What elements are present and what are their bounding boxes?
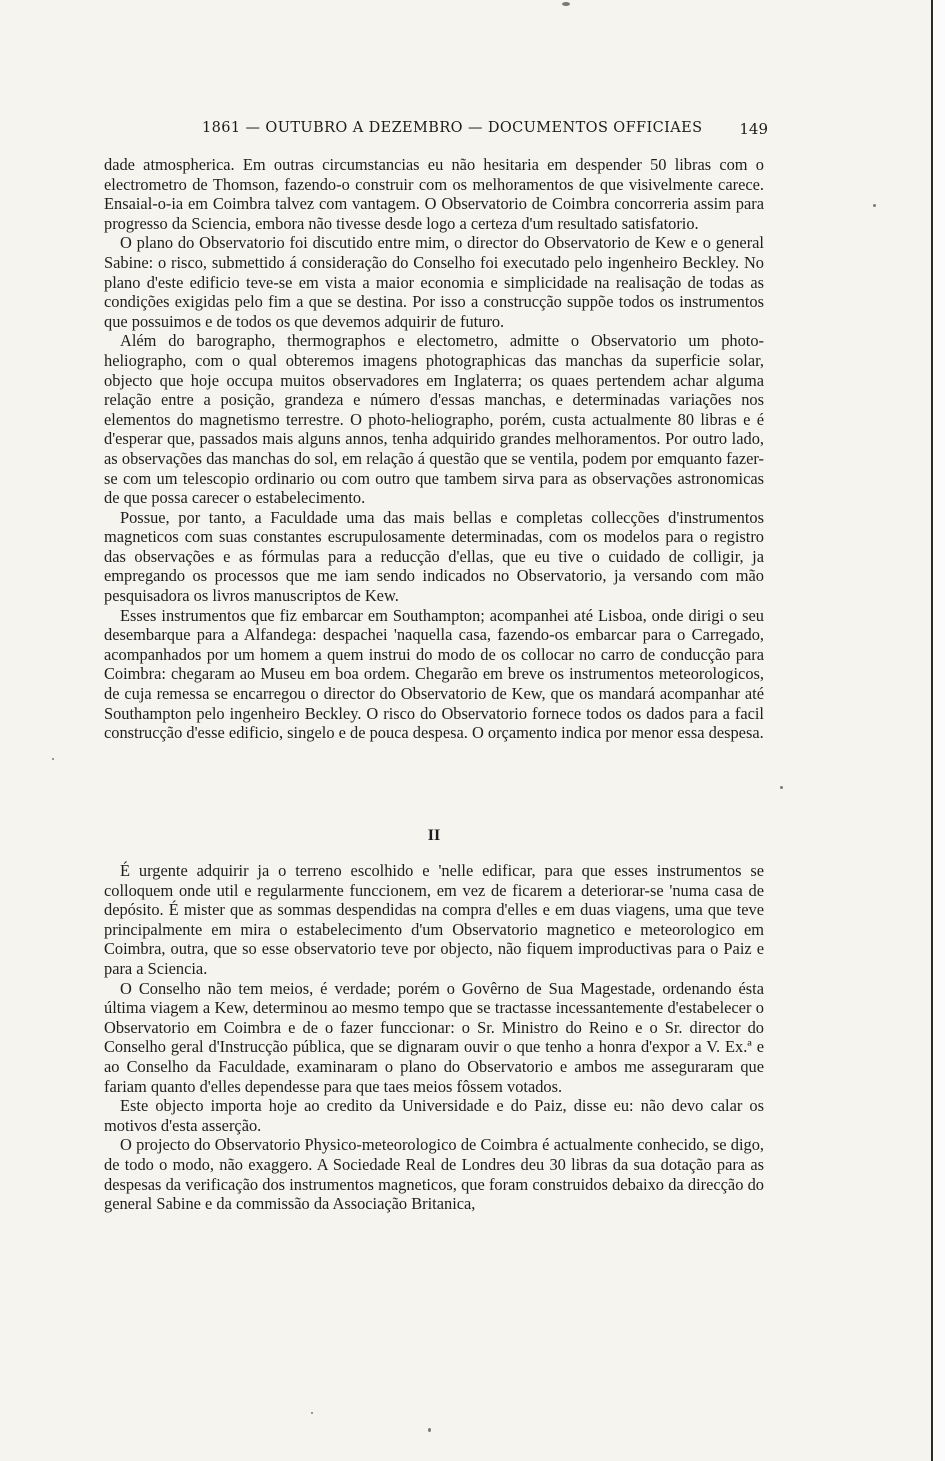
paragraph: É urgente adquirir ja o terreno escolhido e 'nelle edificar, para que esses instrumentos se colloquem onde util e regularmente funccionem, em vez de ficarem a deteriorar-se 'numa casa de depósito. É mister que as sommas despendidas na compra d'elles e em duas viagens, uma que teve principalmente em mira o estabelecimento d'um Observatorio magnetico e meteorologico em Coimbra, outra, que so esse observatorio teve por objecto, não fiquem improductivas para o Paiz e para a Sciencia. (104, 861, 764, 978)
text-block-part-2 (104, 861, 764, 1214)
paper-speck (873, 204, 876, 207)
paragraph: Este objecto importa hoje ao credito da Universidade e do Paiz, disse eu: não devo calar os motivos d'esta asserção. (104, 1096, 764, 1135)
running-header (104, 118, 768, 140)
paragraph: O Conselho não tem meios, é verdade; porém o Govêrno de Sua Magestade, ordenando ésta última viagem a Kew, determinou ao mesmo tempo que se tractasse incessantemente d'estabelecer o Observatorio em Coimbra e de o fazer funccionar: o Sr. Ministro do Reino e o Sr. director do Conselho geral d'Instrucção pública, que se dignaram ouvir o que tenho a honra d'expor a V. Ex.ª e ao Conselho da Faculdade, examinaram o plano do Observatorio e ambos me asseguraram que fariam quanto d'elles dependesse para que taes meios fôssem votados. (104, 978, 764, 1096)
paper-speck (428, 1428, 431, 1432)
section-heading: II (427, 827, 441, 844)
paragraph: Esses instrumentos que fiz embarcar em Southampton; acompanhei até Lisboa, onde dirigi o seu desembarque para a Alfandega: despachei 'naquella casa, fazendo-os embarcar para o Carregado, acompanhados por um homem a quem instrui do modo de os collocar no carro de conducção para Coimbra: chegaram ao Museu em boa ordem. Chegarão em breve os instrumentos meteorologicos, de cuja remessa se encarregou o director do Observatorio de Kew, que os mandará acompanhar até Southampton pelo ingenheiro Beckley. O risco do Observatorio fornece todos os dados para a facil construcção d'esse edificio, singelo e de pouca despesa. O orçamento indica por menor essa despesa. (104, 605, 764, 743)
header-title: 1861 — OUTUBRO A DEZEMBRO — DOCUMENTOS OFFICIAES (202, 120, 703, 136)
paper-speck (780, 786, 783, 789)
paragraph: dade atmospherica. Em outras circumstancias eu não hesitaria em despender 50 libras com o electrometro de Thomson, fazendo-o construir com os melhoramentos de que visivelmente carece. Ensaial-o-ia em Coimbra talvez com vantagem. O Observatorio de Coimbra concorreria assim para progresso da Sciencia, embora não tivesse desde logo a certeza d'um resultado satisfatorio. (104, 155, 764, 233)
paragraph: Além do barographo, thermographos e electometro, admitte o Observatorio um photo-heliographo, com o qual obteremos imagens photographicas das manchas da superficie solar, objecto que hoje occupa muitos observadores em Inglaterra; os quaes pertendem achar alguma relação entre a posição, grandeza e número d'essas manchas, e determinadas variações nos elementos do magnetismo terrestre. O photo-heliographo, porém, custa actualmente 80 libras e é d'esperar que, passados mais alguns annos, tenha adquirido grandes melhoramentos. Por outro lado, as observações das manchas do sol, em relação á questão que se ventila, podem por emquanto fazer-se com um telescopio ordinario ou com outro que tambem sirva para as observações astronomicas de que possa carecer o estabelecimento. (104, 331, 764, 508)
paper-speck (311, 1412, 313, 1414)
paper-speck (52, 758, 54, 760)
text-block-part-1 (104, 155, 764, 743)
paragraph: Possue, por tanto, a Faculdade uma das mais bellas e completas collecções d'instrumentos magneticos com suas constantes escrupulosamente determinadas, com os modelos para o registro das observações e as fórmulas para a reducção d'ellas, que eu tive o cuidado de colligir, ja empregando os processos que me iam sendo indicados no Observatorio, ja versando com mão pesquisadora os livros manuscriptos de Kew. (104, 507, 764, 606)
paragraph: O plano do Observatorio foi discutido entre mim, o director do Observatorio de Kew e o general Sabine: o risco, submettido á consideração do Conselho foi executado pelo ingenheiro Beckley. No plano d'este edificio teve-se em vista a maior economia e simplicidade na realisação de todas as condições exigidas pelo fim a que se destina. Por isso a construcção suppõe todos os instrumentos que possuimos e de todos os que devemos adquirir de futuro. (104, 233, 764, 331)
paper-speck (562, 2, 570, 6)
paragraph: O projecto do Observatorio Physico-meteorologico de Coimbra é actualmente conhecido, se digo, de todo o modo, não exaggero. A Sociedade Real de Londres deu 30 libras da sua dotação para as despesas da verificação dos instrumentos magneticos, que foram construidos debaixo da direcção do general Sabine e da commissão da Associação Britanica, (104, 1135, 764, 1214)
page-number: 149 (739, 120, 768, 138)
